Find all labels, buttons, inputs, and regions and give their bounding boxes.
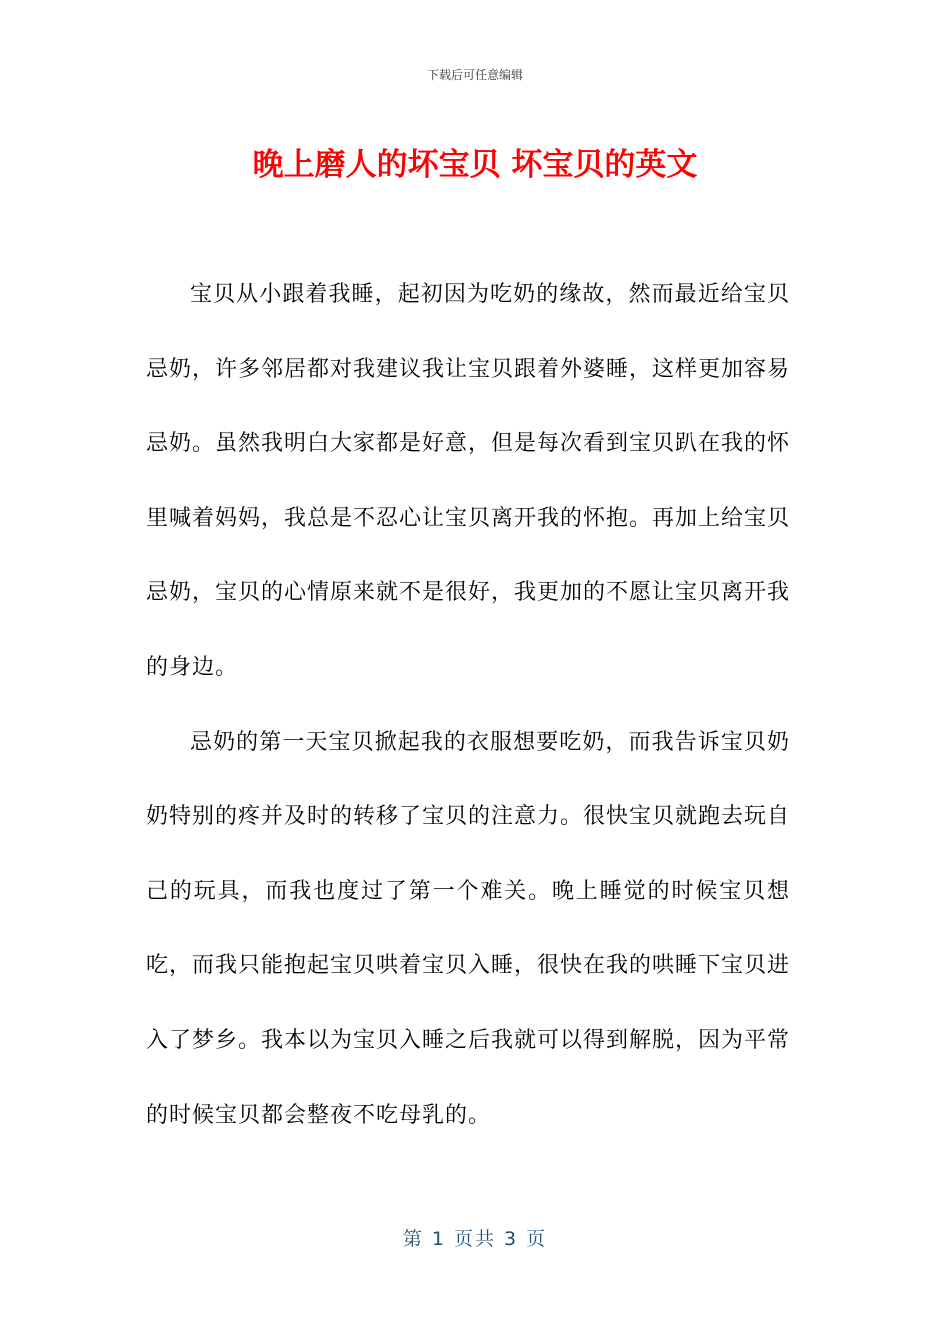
document-body (146, 258, 790, 1153)
document-title: 晚上磨人的坏宝贝 坏宝贝的英文 (252, 147, 698, 183)
paragraph-1: 宝贝从小跟着我睡，起初因为吃奶的缘故，然而最近给宝贝忌奶，许多邻居都对我建议我让宝贝跟着外婆睡，这样更加容易忌奶。虽然我明白大家都是好意，但是每次看到宝贝趴在我的怀里喊着妈妈，我总是不忍心让宝贝离开我的怀抱。再加上给宝贝忌奶，宝贝的心情原来就不是很好，我更加的不愿让宝贝离开我的身边。 (146, 282, 791, 680)
page-header-note: 下载后可任意编辑 (426, 68, 523, 82)
page-number: 第 1 页共 3 页 (402, 1228, 548, 1250)
paragraph-2: 忌奶的第一天宝贝掀起我的衣服想要吃奶，而我告诉宝贝奶奶特别的疼并及时的转移了宝贝的注意力。很快宝贝就跑去玩自己的玩具，而我也度过了第一个难关。晚上睡觉的时候宝贝想吃，而我只能抱起宝贝哄着宝贝入睡，很快在我的哄睡下宝贝进入了梦乡。我本以为宝贝入睡之后我就可以得到解脱，因为平常的时候宝贝都会整夜不吃母乳的。 (146, 729, 791, 1128)
